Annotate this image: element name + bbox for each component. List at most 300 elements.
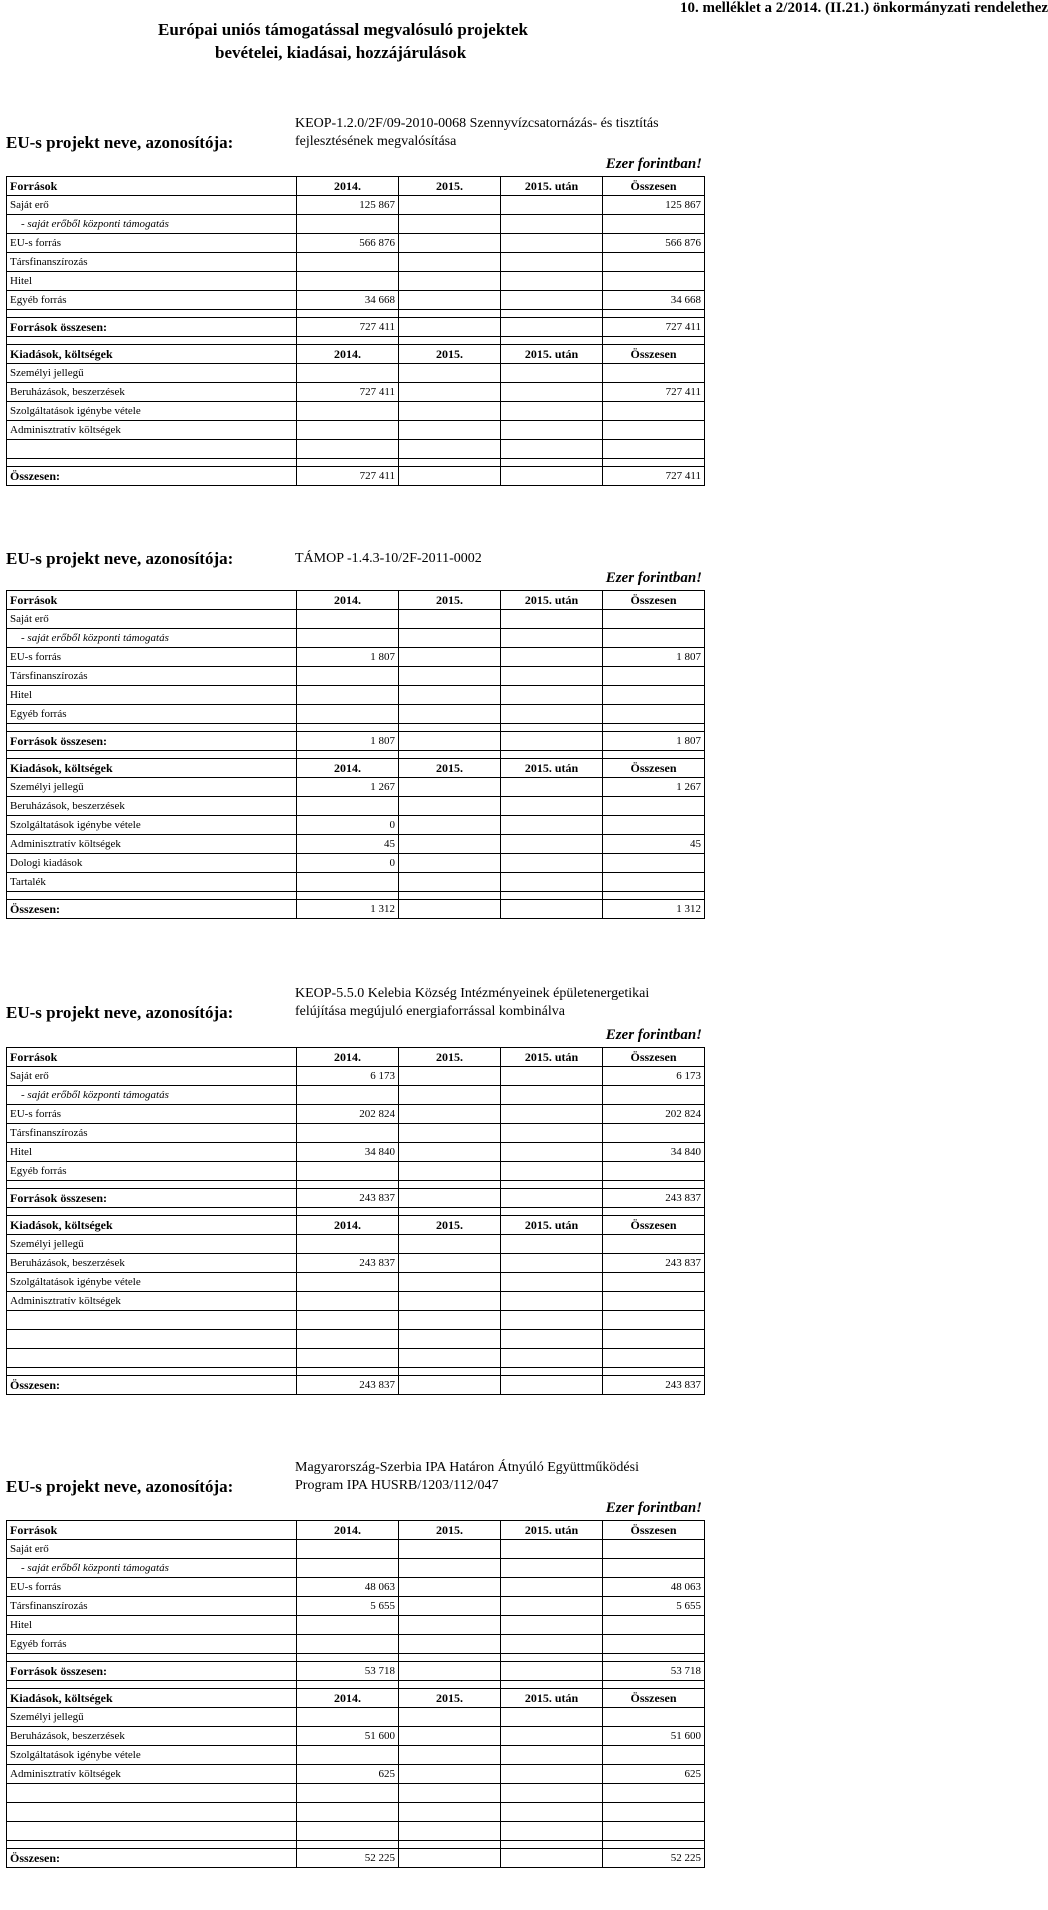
table-row	[7, 234, 705, 253]
table-row	[7, 854, 705, 873]
value-after-2015	[501, 1746, 603, 1765]
value-2014	[297, 1746, 399, 1765]
table-row	[7, 1559, 705, 1578]
empty-cell	[297, 751, 399, 759]
column-header-after-2015: 2015. után	[501, 345, 603, 364]
value-after-2015	[501, 1273, 603, 1292]
section-header: Kiadások, költségek	[7, 1216, 297, 1235]
row-label: Személyi jellegű	[7, 364, 297, 383]
value-total	[603, 1559, 705, 1578]
empty-cell	[501, 310, 603, 318]
table-header-row	[7, 759, 705, 778]
project-label: EU-s projekt neve, azonosítója:	[6, 549, 234, 568]
empty-cell	[7, 1330, 297, 1349]
value-total	[603, 686, 705, 705]
empty-cell	[399, 337, 501, 345]
value-2015	[399, 648, 501, 667]
total-label: Források összesen:	[7, 318, 297, 337]
column-header-2014: 2014.	[297, 1048, 399, 1067]
row-label: Saját erő	[7, 196, 297, 215]
project-name-line: Magyarország-Szerbia IPA Határon Átnyúló Együttműködési	[295, 1460, 639, 1475]
value-after-2015	[501, 215, 603, 234]
project-name-line: fejlesztésének megvalósítása	[295, 134, 457, 149]
total-sum: 727 411	[603, 318, 705, 337]
empty-cell	[501, 892, 603, 900]
unit-note: Ezer forintban!	[605, 570, 702, 586]
value-total	[603, 1235, 705, 1254]
project-label: EU-s projekt neve, azonosítója:	[6, 1477, 234, 1496]
row-label: - saját erőből központi támogatás	[7, 215, 297, 234]
row-label: Egyéb forrás	[7, 705, 297, 724]
value-after-2015	[501, 291, 603, 310]
value-2014: 0	[297, 854, 399, 873]
table-row	[7, 1727, 705, 1746]
page-title-line1: Európai uniós támogatással megvalósuló projektek	[158, 20, 528, 39]
value-total	[603, 854, 705, 873]
value-2015	[399, 234, 501, 253]
value-after-2015	[501, 705, 603, 724]
empty-cell	[399, 1311, 501, 1330]
total-label: Összesen:	[7, 900, 297, 919]
empty-cell	[7, 1784, 297, 1803]
row-label: Egyéb forrás	[7, 1162, 297, 1181]
project-name-line: TÁMOP -1.4.3-10/2F-2011-0002	[295, 551, 482, 566]
value-after-2015	[501, 797, 603, 816]
value-after-2015	[501, 648, 603, 667]
total-label: Összesen:	[7, 1376, 297, 1395]
empty-cell	[501, 724, 603, 732]
table-row	[7, 1235, 705, 1254]
empty-cell	[603, 1654, 705, 1662]
row-label: Egyéb forrás	[7, 1635, 297, 1654]
column-header-after-2015: 2015. után	[501, 1521, 603, 1540]
row-label: Adminisztratív költségek	[7, 1292, 297, 1311]
empty-cell	[399, 1208, 501, 1216]
project-label: EU-s projekt neve, azonosítója:	[6, 133, 234, 152]
empty-cell	[7, 751, 297, 759]
empty-cell	[399, 1822, 501, 1841]
value-2014	[297, 1559, 399, 1578]
value-total: 45	[603, 835, 705, 854]
empty-cell	[603, 724, 705, 732]
value-2014: 45	[297, 835, 399, 854]
value-2014	[297, 402, 399, 421]
row-label: Személyi jellegű	[7, 1708, 297, 1727]
value-total: 243 837	[603, 1254, 705, 1273]
empty-cell	[297, 1330, 399, 1349]
value-after-2015	[501, 1254, 603, 1273]
project-name	[295, 115, 659, 151]
table-header-row	[7, 591, 705, 610]
empty-cell	[7, 1181, 297, 1189]
empty-cell	[603, 1208, 705, 1216]
value-2015	[399, 1597, 501, 1616]
blank-row	[7, 1803, 705, 1822]
column-header-2014: 2014.	[297, 1689, 399, 1708]
value-2014	[297, 629, 399, 648]
total-2015	[399, 900, 501, 919]
value-2014	[297, 1124, 399, 1143]
total-after-2015	[501, 318, 603, 337]
column-header-total: Összesen	[603, 1689, 705, 1708]
value-total	[603, 402, 705, 421]
empty-cell	[297, 310, 399, 318]
total-after-2015	[501, 467, 603, 486]
value-after-2015	[501, 1559, 603, 1578]
row-label: Társfinanszírozás	[7, 1597, 297, 1616]
column-header-2015: 2015.	[399, 1216, 501, 1235]
value-after-2015	[501, 629, 603, 648]
table-row	[7, 402, 705, 421]
blank-row	[7, 1784, 705, 1803]
row-label: - saját erőből központi támogatás	[7, 629, 297, 648]
empty-cell	[7, 459, 297, 467]
empty-cell	[501, 1784, 603, 1803]
total-sum: 1 807	[603, 732, 705, 751]
project-name-line: KEOP-1.2.0/2F/09-2010-0068 Szennyvízcsatornázás- és tisztítás	[295, 116, 659, 131]
empty-cell	[297, 892, 399, 900]
total-sum: 52 225	[603, 1849, 705, 1868]
value-total	[603, 1162, 705, 1181]
value-2014: 1 807	[297, 648, 399, 667]
value-2015	[399, 253, 501, 272]
table-row	[7, 797, 705, 816]
value-total: 34 668	[603, 291, 705, 310]
row-label: Hitel	[7, 1616, 297, 1635]
value-after-2015	[501, 364, 603, 383]
blank-row	[7, 310, 705, 318]
value-after-2015	[501, 1578, 603, 1597]
empty-cell	[297, 1311, 399, 1330]
value-after-2015	[501, 686, 603, 705]
value-2014	[297, 421, 399, 440]
value-after-2015	[501, 1143, 603, 1162]
empty-cell	[7, 1368, 297, 1376]
row-label: Saját erő	[7, 1067, 297, 1086]
empty-cell	[399, 1803, 501, 1822]
table-row	[7, 1540, 705, 1559]
empty-cell	[603, 1784, 705, 1803]
column-header-total: Összesen	[603, 1216, 705, 1235]
empty-cell	[7, 1654, 297, 1662]
value-2014: 125 867	[297, 196, 399, 215]
value-total	[603, 1635, 705, 1654]
column-header-2015: 2015.	[399, 1689, 501, 1708]
section-header: Források	[7, 1048, 297, 1067]
value-2015	[399, 686, 501, 705]
blank-row	[7, 1681, 705, 1689]
value-total	[603, 1746, 705, 1765]
empty-cell	[399, 1784, 501, 1803]
table-row	[7, 1124, 705, 1143]
value-2014: 0	[297, 816, 399, 835]
value-total	[603, 873, 705, 892]
total-2014: 243 837	[297, 1376, 399, 1395]
total-2014: 52 225	[297, 1849, 399, 1868]
empty-cell	[501, 440, 603, 459]
value-2015	[399, 1765, 501, 1784]
total-2015	[399, 1189, 501, 1208]
value-total: 34 840	[603, 1143, 705, 1162]
value-2014	[297, 1292, 399, 1311]
value-total: 48 063	[603, 1578, 705, 1597]
value-after-2015	[501, 854, 603, 873]
value-after-2015	[501, 272, 603, 291]
column-header-total: Összesen	[603, 345, 705, 364]
total-2015	[399, 1376, 501, 1395]
empty-cell	[603, 440, 705, 459]
table-row	[7, 629, 705, 648]
table-header-row	[7, 1048, 705, 1067]
value-2015	[399, 873, 501, 892]
value-2015	[399, 421, 501, 440]
value-2014: 625	[297, 1765, 399, 1784]
value-2015	[399, 1254, 501, 1273]
total-after-2015	[501, 1662, 603, 1681]
empty-cell	[297, 1349, 399, 1368]
empty-cell	[603, 459, 705, 467]
value-2015	[399, 364, 501, 383]
table-row	[7, 667, 705, 686]
value-2014: 727 411	[297, 383, 399, 402]
table-row	[7, 1292, 705, 1311]
row-label: Szolgáltatások igénybe vétele	[7, 1746, 297, 1765]
row-label: Beruházások, beszerzések	[7, 383, 297, 402]
value-2015	[399, 816, 501, 835]
value-2014	[297, 253, 399, 272]
empty-cell	[7, 1841, 297, 1849]
value-total	[603, 705, 705, 724]
value-2014	[297, 1273, 399, 1292]
value-2014: 202 824	[297, 1105, 399, 1124]
empty-cell	[297, 724, 399, 732]
value-total: 51 600	[603, 1727, 705, 1746]
project-finance-table	[6, 1520, 705, 1868]
blank-row	[7, 1349, 705, 1368]
table-row	[7, 686, 705, 705]
table-row	[7, 610, 705, 629]
project-name-line: felújítása megújuló energiaforrással kombinálva	[295, 1004, 565, 1019]
total-after-2015	[501, 1376, 603, 1395]
empty-cell	[399, 1330, 501, 1349]
table-row	[7, 1273, 705, 1292]
column-header-after-2015: 2015. után	[501, 759, 603, 778]
table-row	[7, 196, 705, 215]
value-2015	[399, 778, 501, 797]
empty-cell	[603, 1311, 705, 1330]
empty-cell	[501, 1654, 603, 1662]
empty-cell	[603, 1803, 705, 1822]
table-row	[7, 1105, 705, 1124]
value-2015	[399, 610, 501, 629]
blank-row	[7, 1208, 705, 1216]
value-after-2015	[501, 816, 603, 835]
empty-cell	[603, 751, 705, 759]
table-row	[7, 253, 705, 272]
table-row	[7, 1067, 705, 1086]
empty-cell	[399, 1841, 501, 1849]
value-after-2015	[501, 1616, 603, 1635]
value-2015	[399, 196, 501, 215]
value-2014	[297, 1086, 399, 1105]
value-after-2015	[501, 1727, 603, 1746]
project-name-line: KEOP-5.5.0 Kelebia Község Intézményeinek épületenergetikai	[295, 986, 650, 1001]
empty-cell	[399, 1181, 501, 1189]
empty-cell	[7, 892, 297, 900]
empty-cell	[501, 459, 603, 467]
row-label: EU-s forrás	[7, 1578, 297, 1597]
total-row	[7, 467, 705, 486]
empty-cell	[297, 1681, 399, 1689]
empty-cell	[297, 1368, 399, 1376]
empty-cell	[7, 1311, 297, 1330]
value-2015	[399, 1559, 501, 1578]
table-header-row	[7, 1521, 705, 1540]
total-row	[7, 900, 705, 919]
empty-cell	[501, 1803, 603, 1822]
empty-cell	[603, 1349, 705, 1368]
value-after-2015	[501, 421, 603, 440]
empty-cell	[603, 1822, 705, 1841]
row-label: Beruházások, beszerzések	[7, 1727, 297, 1746]
empty-cell	[297, 459, 399, 467]
value-total	[603, 1273, 705, 1292]
row-label: Személyi jellegű	[7, 778, 297, 797]
blank-row	[7, 1330, 705, 1349]
table-row	[7, 816, 705, 835]
section-header: Források	[7, 177, 297, 196]
value-2014	[297, 1162, 399, 1181]
value-2014	[297, 364, 399, 383]
row-label: Személyi jellegű	[7, 1235, 297, 1254]
value-2014: 34 840	[297, 1143, 399, 1162]
value-after-2015	[501, 402, 603, 421]
row-label: Tartalék	[7, 873, 297, 892]
empty-cell	[501, 751, 603, 759]
value-after-2015	[501, 1105, 603, 1124]
value-after-2015	[501, 196, 603, 215]
project-finance-table	[6, 1047, 705, 1395]
value-2015	[399, 1124, 501, 1143]
blank-row	[7, 459, 705, 467]
empty-cell	[501, 1822, 603, 1841]
column-header-2014: 2014.	[297, 345, 399, 364]
total-2015	[399, 467, 501, 486]
value-total	[603, 272, 705, 291]
empty-cell	[399, 1368, 501, 1376]
column-header-total: Összesen	[603, 591, 705, 610]
row-label: Adminisztratív költségek	[7, 421, 297, 440]
value-2014: 243 837	[297, 1254, 399, 1273]
total-row	[7, 1376, 705, 1395]
empty-cell	[603, 1330, 705, 1349]
value-2014	[297, 272, 399, 291]
value-2014	[297, 705, 399, 724]
empty-cell	[603, 1681, 705, 1689]
value-total: 727 411	[603, 383, 705, 402]
value-2014	[297, 667, 399, 686]
total-label: Források összesen:	[7, 732, 297, 751]
row-label: Szolgáltatások igénybe vétele	[7, 402, 297, 421]
empty-cell	[7, 724, 297, 732]
table-row	[7, 291, 705, 310]
column-header-2014: 2014.	[297, 591, 399, 610]
empty-cell	[501, 337, 603, 345]
page-title-line2: bevételei, kiadásai, hozzájárulások	[215, 43, 467, 62]
unit-note: Ezer forintban!	[605, 156, 702, 172]
value-2014: 5 655	[297, 1597, 399, 1616]
table-row	[7, 272, 705, 291]
value-2014: 51 600	[297, 1727, 399, 1746]
column-header-total: Összesen	[603, 177, 705, 196]
value-after-2015	[501, 1708, 603, 1727]
section-header: Kiadások, költségek	[7, 759, 297, 778]
empty-cell	[603, 337, 705, 345]
project-name	[295, 985, 649, 1021]
value-after-2015	[501, 253, 603, 272]
column-header-2014: 2014.	[297, 1521, 399, 1540]
value-2015	[399, 1067, 501, 1086]
column-header-2014: 2014.	[297, 1216, 399, 1235]
empty-cell	[399, 1654, 501, 1662]
row-label: EU-s forrás	[7, 234, 297, 253]
table-row	[7, 705, 705, 724]
empty-cell	[7, 1349, 297, 1368]
column-header-after-2015: 2015. után	[501, 177, 603, 196]
row-label: Társfinanszírozás	[7, 253, 297, 272]
blank-row	[7, 1841, 705, 1849]
project-finance-table	[6, 590, 705, 919]
value-2014	[297, 1708, 399, 1727]
row-label: Szolgáltatások igénybe vétele	[7, 1273, 297, 1292]
value-2015	[399, 291, 501, 310]
value-total	[603, 797, 705, 816]
total-2014: 53 718	[297, 1662, 399, 1681]
table-row	[7, 1086, 705, 1105]
table-row	[7, 1597, 705, 1616]
empty-cell	[501, 1368, 603, 1376]
value-2015	[399, 835, 501, 854]
value-total	[603, 253, 705, 272]
empty-cell	[501, 1841, 603, 1849]
value-total	[603, 1708, 705, 1727]
row-label: - saját erőből központi támogatás	[7, 1559, 297, 1578]
total-label: Források összesen:	[7, 1662, 297, 1681]
total-after-2015	[501, 1189, 603, 1208]
blank-row	[7, 892, 705, 900]
value-2015	[399, 797, 501, 816]
total-2015	[399, 1662, 501, 1681]
empty-cell	[7, 440, 297, 459]
table-row	[7, 1162, 705, 1181]
value-2015	[399, 1292, 501, 1311]
total-row	[7, 1849, 705, 1868]
value-after-2015	[501, 1235, 603, 1254]
total-after-2015	[501, 900, 603, 919]
blank-row	[7, 440, 705, 459]
value-2015	[399, 1635, 501, 1654]
empty-cell	[399, 724, 501, 732]
project-name	[295, 1459, 639, 1495]
value-total	[603, 1124, 705, 1143]
row-label: Hitel	[7, 272, 297, 291]
empty-cell	[603, 1841, 705, 1849]
value-after-2015	[501, 383, 603, 402]
total-row	[7, 1662, 705, 1681]
column-header-total: Összesen	[603, 759, 705, 778]
table-row	[7, 1254, 705, 1273]
value-total: 6 173	[603, 1067, 705, 1086]
